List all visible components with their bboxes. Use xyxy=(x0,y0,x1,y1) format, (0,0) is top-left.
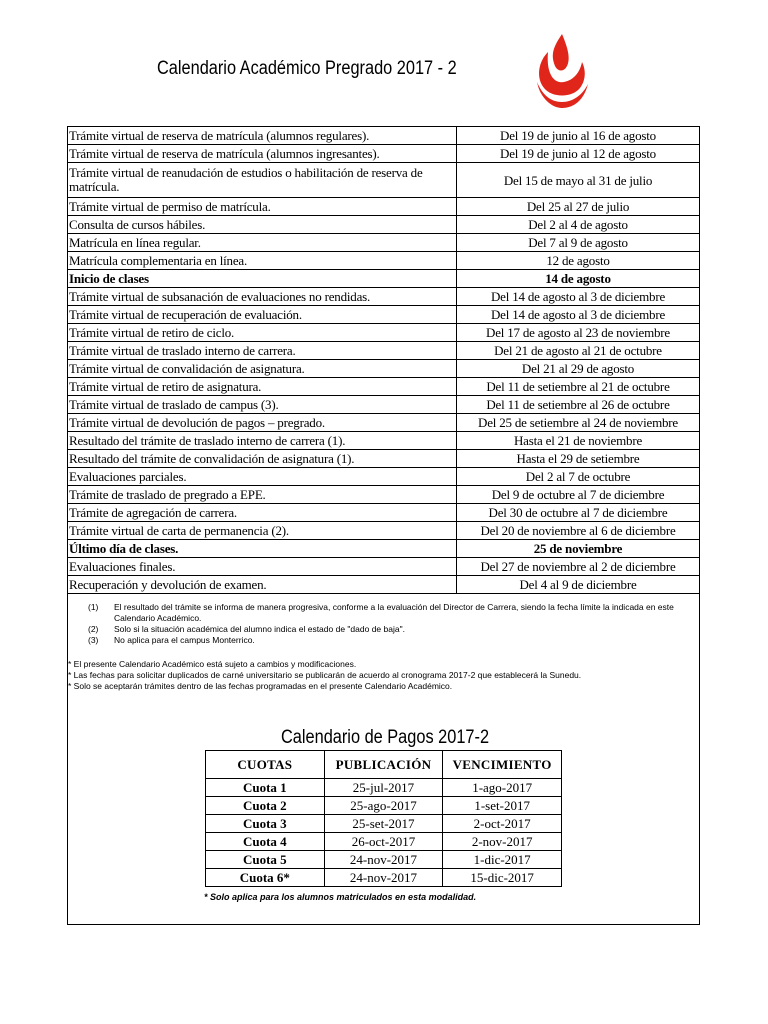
event-label: Evaluaciones parciales. xyxy=(68,468,457,486)
event-label: Resultado del trámite de convalidación de asignatura (1). xyxy=(68,450,457,468)
event-label: Trámite virtual de traslado de campus (3). xyxy=(68,396,457,414)
payments-title: Calendario de Pagos 2017-2 xyxy=(281,727,490,748)
event-row xyxy=(68,558,700,576)
event-date: 25 de noviembre xyxy=(457,540,700,558)
event-row xyxy=(68,324,700,342)
event-date: Del 21 de agosto al 21 de octubre xyxy=(457,342,700,360)
event-row xyxy=(68,163,700,198)
event-label: Trámite virtual de reanudación de estudios o habilitación de reserva de matrícula. xyxy=(68,163,457,198)
event-date: Del 11 de setiembre al 26 de octubre xyxy=(457,396,700,414)
event-label: Evaluaciones finales. xyxy=(68,558,457,576)
due-date-cell: 15-dic-2017 xyxy=(443,869,562,887)
event-date: Del 4 al 9 de diciembre xyxy=(457,576,700,594)
publication-cell: 25-ago-2017 xyxy=(324,797,443,815)
event-date: Del 27 de noviembre al 2 de diciembre xyxy=(457,558,700,576)
university-logo xyxy=(534,32,590,110)
event-date: 14 de agosto xyxy=(457,270,700,288)
column-header: VENCIMIENTO xyxy=(443,751,562,779)
event-row xyxy=(68,576,700,594)
event-date: Del 14 de agosto al 3 de diciembre xyxy=(457,288,700,306)
footnote: (3) No aplica para el campus Monterrico. xyxy=(88,635,255,645)
event-label: Trámite virtual de carta de permanencia (2). xyxy=(68,522,457,540)
payment-row xyxy=(206,815,562,833)
payment-row xyxy=(206,833,562,851)
event-row xyxy=(68,396,700,414)
column-header: CUOTAS xyxy=(206,751,325,779)
event-row xyxy=(68,450,700,468)
publication-cell: 26-oct-2017 xyxy=(324,833,443,851)
event-row xyxy=(68,522,700,540)
payment-row xyxy=(206,869,562,887)
event-date: Del 2 al 4 de agosto xyxy=(457,216,700,234)
event-date: Del 19 de junio al 16 de agosto xyxy=(457,127,700,145)
event-label: Último día de clases. xyxy=(68,540,457,558)
footnote: (2) Solo si la situación académica del alumno indica el estado de "dado de baja". xyxy=(88,624,405,634)
cuota-cell: Cuota 5 xyxy=(206,851,325,869)
cuota-cell: Cuota 6* xyxy=(206,869,325,887)
event-label: Resultado del trámite de traslado interno de carrera (1). xyxy=(68,432,457,450)
payment-row xyxy=(206,797,562,815)
event-label: Trámite virtual de recuperación de evaluación. xyxy=(68,306,457,324)
event-date: Del 30 de octubre al 7 de diciembre xyxy=(457,504,700,522)
payments-note: * Solo aplica para los alumnos matriculados en esta modalidad. xyxy=(204,892,477,902)
event-label: Trámite virtual de reserva de matrícula (alumnos ingresantes). xyxy=(68,145,457,163)
event-row xyxy=(68,432,700,450)
events-table xyxy=(67,126,700,594)
event-label: Trámite de traslado de pregrado a EPE. xyxy=(68,486,457,504)
disclaimers xyxy=(68,659,698,692)
footnote: (1) El resultado del trámite se informa de manera progresiva, conforme a la evaluación del Director de Carrera, siendo la fecha límite la indicada en este Calendario Académico. xyxy=(88,602,674,623)
event-label: Trámite virtual de reserva de matrícula (alumnos regulares). xyxy=(68,127,457,145)
event-row xyxy=(68,252,700,270)
event-row xyxy=(68,234,700,252)
event-date: Del 25 al 27 de julio xyxy=(457,198,700,216)
payment-row xyxy=(206,851,562,869)
event-date: Hasta el 29 de setiembre xyxy=(457,450,700,468)
event-date: Del 15 de mayo al 31 de julio xyxy=(457,163,700,198)
disclaimer: * Solo se aceptarán trámites dentro de las fechas programadas en el presente Calendario Académico. xyxy=(68,681,453,691)
event-row xyxy=(68,360,700,378)
cuota-cell: Cuota 1 xyxy=(206,779,325,797)
event-row xyxy=(68,145,700,163)
event-date: Del 7 al 9 de agosto xyxy=(457,234,700,252)
event-label: Trámite virtual de permiso de matrícula. xyxy=(68,198,457,216)
event-date: Del 19 de junio al 12 de agosto xyxy=(457,145,700,163)
event-row xyxy=(68,540,700,558)
event-label: Trámite virtual de traslado interno de carrera. xyxy=(68,342,457,360)
due-date-cell: 1-ago-2017 xyxy=(443,779,562,797)
event-row xyxy=(68,504,700,522)
publication-cell: 24-nov-2017 xyxy=(324,851,443,869)
due-date-cell: 2-oct-2017 xyxy=(443,815,562,833)
event-label: Consulta de cursos hábiles. xyxy=(68,216,457,234)
cuota-cell: Cuota 2 xyxy=(206,797,325,815)
payments-table xyxy=(205,750,562,887)
event-date: Del 11 de setiembre al 21 de octubre xyxy=(457,378,700,396)
event-row xyxy=(68,378,700,396)
payment-row xyxy=(206,779,562,797)
event-row xyxy=(68,198,700,216)
event-row xyxy=(68,306,700,324)
event-date: Hasta el 21 de noviembre xyxy=(457,432,700,450)
column-header: PUBLICACIÓN xyxy=(324,751,443,779)
event-label: Trámite virtual de subsanación de evaluaciones no rendidas. xyxy=(68,288,457,306)
event-label: Trámite virtual de retiro de ciclo. xyxy=(68,324,457,342)
event-label: Recuperación y devolución de examen. xyxy=(68,576,457,594)
event-label: Matrícula complementaria en línea. xyxy=(68,252,457,270)
cuota-cell: Cuota 4 xyxy=(206,833,325,851)
event-date: Del 20 de noviembre al 6 de diciembre xyxy=(457,522,700,540)
event-date: Del 17 de agosto al 23 de noviembre xyxy=(457,324,700,342)
disclaimer: * Las fechas para solicitar duplicados de carné universitario se publicarán de acuerdo al cronograma 2017-2 que establecerá la Sunedu. xyxy=(68,670,582,680)
event-label: Trámite de agregación de carrera. xyxy=(68,504,457,522)
event-row xyxy=(68,127,700,145)
event-row xyxy=(68,342,700,360)
event-row xyxy=(68,288,700,306)
event-row xyxy=(68,270,700,288)
event-date: Del 14 de agosto al 3 de diciembre xyxy=(457,306,700,324)
event-row xyxy=(68,414,700,432)
event-label: Trámite virtual de retiro de asignatura. xyxy=(68,378,457,396)
publication-cell: 24-nov-2017 xyxy=(324,869,443,887)
footnotes xyxy=(88,602,700,646)
event-row xyxy=(68,468,700,486)
event-date: Del 25 de setiembre al 24 de noviembre xyxy=(457,414,700,432)
event-date: Del 9 de octubre al 7 de diciembre xyxy=(457,486,700,504)
cuota-cell: Cuota 3 xyxy=(206,815,325,833)
event-date: Del 21 al 29 de agosto xyxy=(457,360,700,378)
event-label: Inicio de clases xyxy=(68,270,457,288)
event-row xyxy=(68,216,700,234)
publication-cell: 25-set-2017 xyxy=(324,815,443,833)
page-title: Calendario Académico Pregrado 2017 - 2 xyxy=(157,58,457,79)
due-date-cell: 2-nov-2017 xyxy=(443,833,562,851)
event-label: Matrícula en línea regular. xyxy=(68,234,457,252)
event-label: Trámite virtual de devolución de pagos – pregrado. xyxy=(68,414,457,432)
event-label: Trámite virtual de convalidación de asignatura. xyxy=(68,360,457,378)
event-date: Del 2 al 7 de octubre xyxy=(457,468,700,486)
disclaimer: * El presente Calendario Académico está sujeto a cambios y modificaciones. xyxy=(68,659,357,669)
event-row xyxy=(68,486,700,504)
publication-cell: 25-jul-2017 xyxy=(324,779,443,797)
event-date: 12 de agosto xyxy=(457,252,700,270)
due-date-cell: 1-set-2017 xyxy=(443,797,562,815)
due-date-cell: 1-dic-2017 xyxy=(443,851,562,869)
